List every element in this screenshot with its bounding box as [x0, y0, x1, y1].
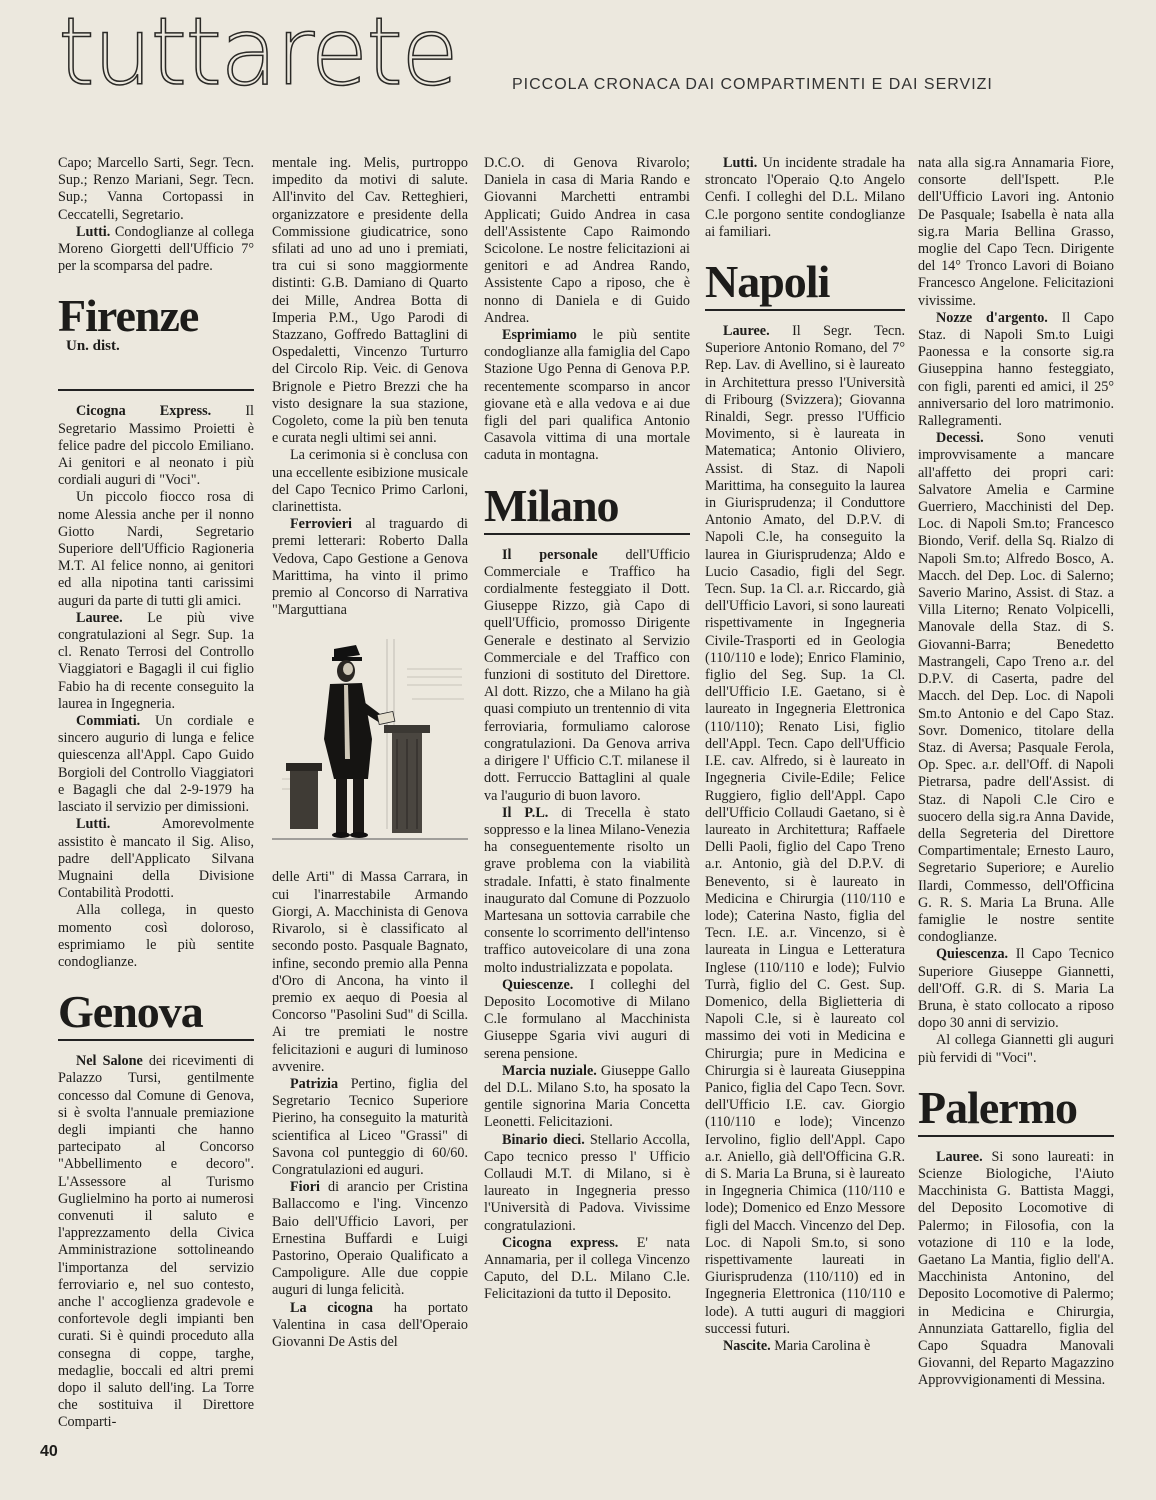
masthead-title: tuttarete	[58, 0, 457, 107]
paragraph: Lauree. Si sono laureati: in Scienze Biologiche, l'Aiuto Macchinista G. Battista Maggi, del Deposito Locomotive di Palermo; in Filosofia, con la votazione di 110 e la lode, Gaetano La Mantia, figlio dell'A. Macchinista Antonino, del Deposito Locomotive di Palermo; in Medicina e Chirurgia, Annunziata Gattarello, figlia del Capo Squadra Manovali Giovanni, del Reparto Magazzino Approvvigionamenti di Messina.	[918, 1148, 1114, 1389]
paragraph: Decessi. Sono venuti improvvisamente a mancare all'affetto dei propri cari: Salvatore Amelia e Carmine Guerriero, Macchinisti del Dep. Loc. di Napoli Sm.to; Francesco Biondo, Verif. della Sq. Rialzo di Napoli Sm.to; Alfredo Bosco, A. Macch. del Dep. Loc. di Salerno; Saverio Marino, Assist. di Staz. a Villa Literno; Renato Volpicelli, Manovale della Staz. di S. Giovanni-Barra; Benedetto Mastrangeli, Capo Treno a.r. del D.P.V. di Caserta, padre del Macch. del Dep. Loc. di Napoli Sm.to Antonio e del Capo Staz. Sovr. Domenico, titolare della Staz. di Aversa; Pasquale Ferola, Op. Spec. a.r. dell'Off. di Napoli Pietrarsa, padre dell'Assist. di Staz. di Napoli C.le Ciro e suocero della sig.ra Anna Davide, della Segreteria del Direttore Compartimentale; Ernesto Lauro, Segretario Superiore; e Aurelio Ilardi, Commesso, dell'Officina G. R. S. Maria La Bruna. Alle famiglie le nostre sentite condoglianze.	[918, 430, 1114, 946]
paragraph: Marcia nuziale. Giuseppe Gallo del D.L. Milano S.to, ha sposato la gentile signorina Maria Concetta Leonetti. Felicitazioni.	[484, 1062, 691, 1131]
section-heading-milano: Milano	[484, 479, 619, 531]
paragraph: Fiori di arancio per Cristina Ballaccomo e l'ing. Vincenzo Baio dell'Ufficio Lavori, per Ernestina Buffardi e Luigi Pastorino, Operaio Qualificato a Campoligure. Alle due coppie auguri di lunga felicità.	[272, 1179, 468, 1299]
paragraph: Commiati. Un cordiale e sincero augurio di lunga e felice quiescenza all'Appl. Capo Guido Borgioli del Controllo Viaggiatori e Bagagli che dal 2-9-1979 ha lasciato il servizio per dimissioni.	[58, 713, 254, 816]
divider	[705, 309, 905, 311]
column-2	[272, 155, 468, 1351]
paragraph: Nel Salone dei ricevimenti di Palazzo Tursi, gentilmente concesso dal Comune di Genova, si è svolta l'annuale premiazione degli impianti che hanno partecipato al Concorso "Abbellimento e decoro". L'Assessore al Turismo Guglielmino ha porto ai numerosi convenuti il saluto e l'apprezzamento della Civica Amministrazione sottolineando l'importanza del servizio ferroviario e, nel suo contesto, anche l' accoglienza gradevole e confortevole degli impianti ben curati. Si è quindi proceduto alla consegna di coppe, targhe, medaglie, boccali ed altri premi dopo il saluto dell'ing. La Torre che sostituiva il Direttore Comparti-	[58, 1053, 254, 1431]
paragraph: Cicogna express. E' nata Annamaria, per il collega Vincenzo Caputo, del D.L. Milano C.le. Felicitazioni da tutto il Deposito.	[484, 1234, 690, 1303]
paragraph: Esprimiamo le più sentite condoglianze alla famiglia del Capo Stazione Ugo Penna di Genova P.P. recentemente scomparso in ancor giovane età e alla vedova e ai due figli del pari qualifica Antonio Casavola vittima di una mortale caduta in montagna.	[484, 327, 690, 464]
section-heading-napoli: Napoli	[705, 256, 830, 308]
paragraph: Alla collega, in questo momento così doloroso, esprimiamo le più sentite condoglianze.	[58, 902, 254, 970]
paragraph: nata alla sig.ra Annamaria Fiore, consorte dell'Ispett. P.le dell'Ufficio Lavori ing. Antonio De Pasquale; Isabella è nata alla sig.ra Maria Bellina Grasso, moglie del Capo Tecn. Dirigente del 14° Tronco Lavori di Boiano Francesco Angelone. Felicitazioni vivissime.	[918, 155, 1114, 309]
paragraph: La cerimonia si è conclusa con una eccellente esibizione musicale del Capo Tecnico Primo Carloni, clarinettista.	[272, 447, 468, 516]
section-heading-palermo: Palermo	[918, 1081, 1078, 1133]
divider	[58, 1039, 254, 1041]
paragraph: Ferrovieri al traguardo di premi letterari: Roberto Dalla Vedova, Capo Gestione a Genova Marittima, ha vinto il primo premio al Concorso di Narrativa "Marguttiana	[272, 516, 468, 619]
column-4	[705, 155, 905, 1355]
divider	[918, 1135, 1114, 1137]
paragraph: Lutti. Un incidente stradale ha stroncato l'Operaio Q.to Angelo Cenfi. I colleghi del D.L. Milano C.le porgono sentite condoglianze ai familiari.	[705, 155, 905, 240]
column-3	[484, 155, 690, 1304]
paragraph: Un piccolo fiocco rosa di nome Alessia anche per il nonno Giotto Nardi, Segretario Superiore dell'Ufficio Ragioneria M.T. Al felice nonno, ai genitori ed alla nipotina tanti carissimi auguri da parte di tutti gli amici.	[58, 489, 254, 609]
column-1	[58, 155, 254, 1432]
masthead	[58, 0, 457, 107]
paragraph: Nozze d'argento. Il Capo Staz. di Napoli Sm.to Luigi Paonessa e la consorte sig.ra Giuseppina hanno festeggiato, con figli, parenti ed amici, il 25° anniversario del loro matrimonio. Rallegramenti.	[918, 309, 1114, 430]
paragraph: Il personale dell'Ufficio Commerciale e Traffico ha cordialmente festeggiato il Dott. Giuseppe Rizzo, già Capo di quell'Ufficio, promosso Dirigente Generale e destinato al Servizio Commerciale e del Traffico con funzioni di sostituto del Direttore. Al dott. Rizzo, che a Milano ha già quasi compiuto un trentennio di vita ferroviaria, formuliamo calorose congratulazioni. Da Genova arriva a dirigere l' Ufficio C.T. milanese il dott. Ferruccio Battaglini al quale va l'augurio di buon lavoro.	[484, 546, 690, 804]
paragraph: Lauree. Il Segr. Tecn. Superiore Antonio Romano, del 7° Rep. Lav. di Avellino, si è laureato in Architettura presso l'Università di Fribourg (Svizzera); Giovanna Rinaldi, Segr. presso l'Ufficio Movimento, si è laureata in Matematica; Antonio Oliviero, Assist. di Staz. di Napoli Marittima, ha conseguito la laurea in Giurisprudenza; il Conduttore Antonio Amato, del D.P.V. di Napoli C.le, ha conseguito la laurea in Giurisprudenza; Aldo e Lucio Casadio, figli del Segr. Tecn. Sup. 1a Cl. a.r. Riccardo, già dell'Ufficio Lavori, si sono laureati rispettivamente in Ingegneria Civile-Trasporti ed in Geologia (110/110 e lode); Enrico Flaminio, figlio del Seg. Sup. 1a Cl. dell'Ufficio I.E. Gaetano, si è laureato in Ingegneria Elettronica (110/110); Renato Lisi, figlio dell'Appl. Tecn. Capo dell'Ufficio I.E. cav. Alfredo, si è laureato in Ingegneria Civile-Edile; Felice Ruggiero, figlio dell'Appl. Capo dell'Ufficio Collaudi Gaetano, si è laureato in Architettura; Raffaele Delli Paoli, figlio del Capo Treno a.r. Antonio, già del D.P.V. di Benevento, si è laureato in Medicina e Chirurgia (110/110 e lode); Caterina Nasto, figlia del Tecn. I.E. a.r. Vincenzo, si è laureata in Lingua e Letteratura Inglese (110/110 e lode); Fulvio Turrà, figlio del C. Gest. Sup. Domenico, della Biglietteria di Napoli C.le, si è laureato col massimo dei voti in Medicina e Chirurgia; pure in Medicina e Chirurgia si è laureata Giuseppina Panico, figlia del Capo Tecn. Sovr. dell'Ufficio I.E. cav. Giorgio (110/110 e lode); Vincenzo Iervolino, figlio dell'Appl. Capo a.r. Aniello, già dell'Officina G.R. di S. Maria La Bruna, si è laureato in Ingegneria Chimica (110/110 e lode); Domenico ed Enzo Messore figli del Macch. Vincenzo del Dep. Loc. di Napoli Sm.to, si sono rispettivamente laureati in Giurisprudenza (110/110) ed in Ingegneria Elettronica (110/110 e lode). A tutti auguri di maggiori successi futuri.	[705, 323, 905, 1337]
section-heading-genova: Genova	[58, 986, 203, 1038]
paragraph: Lauree. Le più vive congratulazioni al Segr. Sup. 1a cl. Renato Terrosi del Controllo Viaggiatori e Bagagli il cui figlio Fabio ha di recente conseguito la laurea in Ingegneria.	[58, 609, 254, 712]
paragraph: Il P.L. di Trecella è stato soppresso e la linea Milano-Venezia ha conseguentemente risolto un grave problema con la viabilità stradale. Infatti, è stato finalmente inaugurato dal Comune di Pozzuolo Martesana un sottovia carrabile che consente lo scorrimento dell'intenso traffico autoveicolare di una zona molto industrializzata e popolata.	[484, 804, 690, 976]
paragraph: Lutti. Condoglianze al collega Moreno Giorgetti dell'Ufficio 7° per la scomparsa del padre.	[58, 223, 254, 275]
paragraph: mentale ing. Melis, purtroppo impedito da motivi di salute. All'invito del Cav. Retteghieri, organizzatore e presidente della Commissione giudicatrice, sono sfilati ad uno ad uno i premiati, tra cui si sono maggiormente distinti: G.B. Damiano di Quarto dei Mille, Andrea Botta di Imperia P.M., Ugo Parodi di Stazzano, Goffredo Battaglini di Ospedaletti, Vincenzo Turturro del Circolo Rip. Veic. di Genova Brignole e Pietro Brezzi che ha visto designare la sua stazione, Cogoleto, come la più ben tenuta e curata negli ultimi sei anni.	[272, 155, 468, 447]
paragraph: Binario dieci. Stellario Accolla, Capo tecnico presso l' Ufficio Collaudi M.T. di Milano, si è laureato in Ingegneria presso l'Università di Padova. Vivissime congratulazioni.	[484, 1131, 690, 1234]
paragraph: Cicogna Express. Il Segretario Massimo Proietti è felice padre del piccolo Emiliano. Ai genitori e al neonato i più cordiali auguri di "Voci".	[58, 403, 255, 489]
stationmaster-illustration	[272, 629, 468, 859]
section-tag: Un. dist.	[66, 338, 120, 355]
divider	[58, 389, 254, 391]
page-number: 40	[40, 1443, 58, 1460]
paragraph: Lutti. Amorevolmente assistito è mancato il Sig. Aliso, padre dell'Applicato Silvana Mugnaini della Divisione Contabilità Prodotti.	[58, 816, 254, 902]
paragraph: Patrizia Pertino, figlia del Segretario Tecnico Superiore Pierino, ha conseguito la maturità scientifica al Liceo "Grassi" di Savona col punteggio di 60/60. Congratulazioni ed auguri.	[272, 1075, 468, 1178]
paragraph: La cicogna ha portato Valentina in casa dell'Operaio Giovanni De Astis del	[272, 1299, 468, 1350]
paragraph: Quiescenza. Il Capo Tecnico Superiore Giuseppe Giannetti, dell'Off. G.R. di S. Maria La Bruna, è stato collocato a riposo dopo 30 anni di servizio.	[918, 946, 1114, 1032]
paragraph: Nascite. Maria Carolina è	[723, 1338, 871, 1354]
divider	[484, 533, 690, 535]
column-5	[918, 155, 1114, 1390]
paragraph: Al collega Giannetti gli auguri più fervidi di "Voci".	[918, 1032, 1114, 1066]
paragraph: D.C.O. di Genova Rivarolo; Daniela in casa di Maria Rando e Giovanni Marchetti entrambi Applicati; Guido Andrea in casa dell'Assistente Capo Raimondo Scicolone. Le nostre felicitazioni ai genitori e ad Andrea Rando, Assistente Capo a riposo, che è nonno di Daniela e di Guido Andrea.	[484, 155, 690, 326]
masthead-subtitle: PICCOLA CRONACA DAI COMPARTIMENTI E DAI SERVIZI	[512, 76, 993, 93]
section-heading-firenze: FirenzeUn. dist.	[58, 290, 199, 355]
paragraph: Capo; Marcello Sarti, Segr. Tecn. Sup.; Renzo Mariani, Segr. Tecn. Sup.; Vanna Cortopassi in Ceccatelli, Segretario.	[58, 155, 254, 223]
paragraph: Quiescenze. I colleghi del Deposito Locomotive di Milano C.le formulano al Macchinista Giuseppe Sgaria vivi auguri di serena pensione.	[484, 976, 690, 1062]
paragraph: delle Arti" di Massa Carrara, in cui l'inarrestabile Armando Giorgi, A. Macchinista di Genova Rivarolo, si è classificato al secondo posto. Pasquale Bagnato, infine, secondo premio alla Penna d'Oro di Ancona, ha vinto il premio ex aequo di Poesia al Concorso "Pasolini Sud" di Scilla. Ai tre premiati le nostre felicitazioni e auguri di luminoso avvenire.	[272, 869, 468, 1075]
